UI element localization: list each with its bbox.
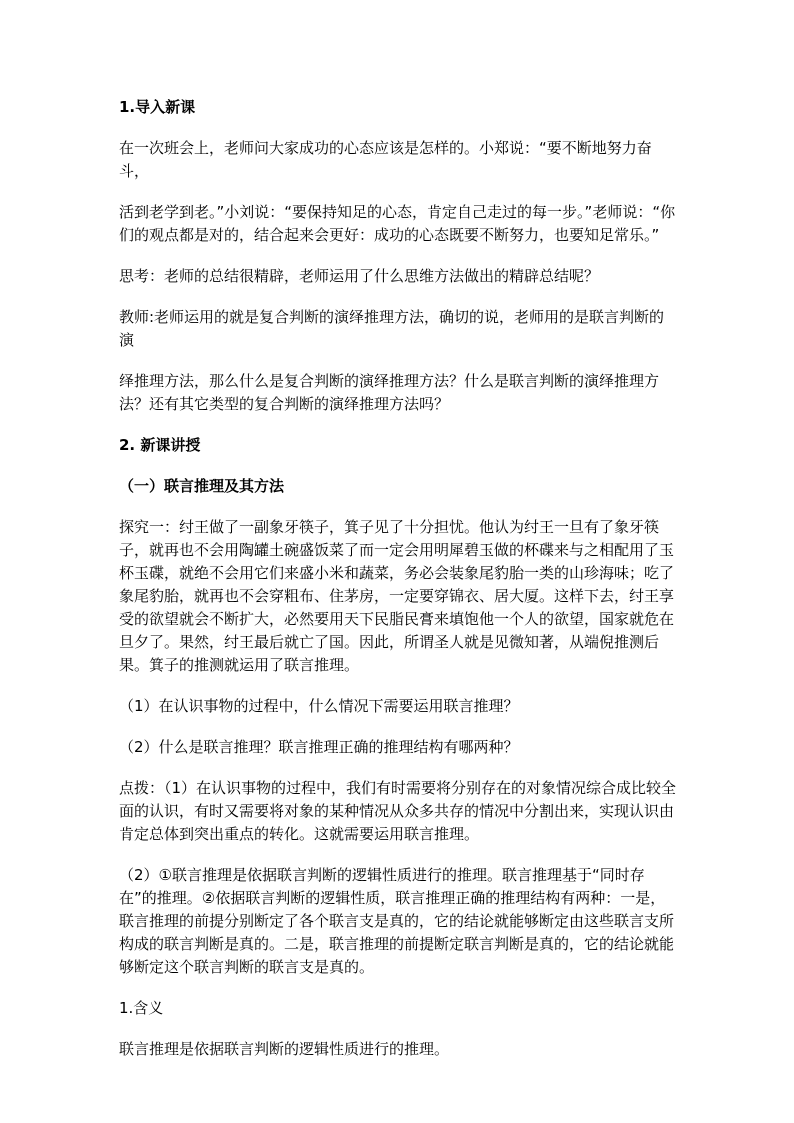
subsection-heading: （一）联言推理及其方法 [119, 477, 285, 495]
paragraph: 教师:老师运用的就是复合判断的演绎推理方法，确切的说，老师用的是联言判断的演 [119, 308, 665, 349]
paragraph: 联言推理是依据联言判断的逻辑性质进行的推理。 [119, 1040, 450, 1058]
document-body [119, 96, 679, 1079]
paragraph: 思考：老师的总结很精辟，老师运用了什么思维方法做出的精辟总结呢？ [119, 267, 600, 285]
paragraph: 探究一：纣王做了一副象牙筷子，箕子见了十分担忧。他认为纣王一旦有了象牙筷子，就再也不会用陶罐土碗盛饭菜了而一定会用明犀碧玉做的杯碟来与之相配用了玉杯玉碟，就绝不会用它们来盛小米和蔬菜，务必会装象尾豹胎一类的山珍海味；吃了象尾豹胎，就再也不会穿粗布、住茅房，一定要穿锦衣、居大厦。这样下去，纣王享受的欲望就会不断扩大，必然要用天下民脂民膏来填饱他一个人的欲望，国家就危在旦夕了。果然，纣王最后就亡了国。因此，所谓圣人就是见微知著，从端倪推测后果。箕子的推测就运用了联言推理。 [119, 518, 675, 674]
paragraph: （2）①联言推理是依据联言判断的逻辑性质进行的推理。联言推理基于“同时存在”的推理。②依据联言判断的逻辑性质，联言推理正确的推理结构有两种：一是，联言推理的前提分别断定了各个联言支是真的，它的结论就能够断定由这些联言支所构成的联言判断是真的。二是，联言推理的前提断定联言判断是真的，它的结论就能够断定这个联言判断的联言支是真的。 [119, 866, 675, 976]
paragraph: 点拨：（1）在认识事物的过程中，我们有时需要将分别存在的对象情况综合成比较全面的认识，有时又需要将对象的某种情况从众多共存的情况中分割出来，实现认识由肯定总体到突出重点的转化。这就需要运用联言推理。 [119, 779, 677, 843]
paragraph: 绎推理方法，那么什么是复合判断的演绎推理方法？什么是联言判断的演绎推理方法？还有其它类型的复合判断的演绎推理方法吗？ [119, 372, 660, 413]
paragraph: 在一次班会上，老师问大家成功的心态应该是怎样的。小郑说：“要不断地努力奋斗， [119, 139, 652, 180]
question-item: （2）什么是联言推理？联言推理正确的推理结构有哪两种？ [119, 738, 519, 756]
definition-heading: 1.含义 [119, 999, 164, 1017]
paragraph: 活到老学到老。”小刘说：“要保持知足的心态，肯定自己走过的每一步。”老师说：“你们的观点都是对的，结合起来会更好：成功的心态既要不断努力，也要知足常乐。” [119, 203, 676, 244]
section-heading-intro: 1.导入新课 [119, 98, 196, 116]
section-heading-new-lesson: 2. 新课讲授 [119, 436, 201, 454]
question-item: （1）在认识事物的过程中，什么情况下需要运用联言推理？ [119, 697, 519, 715]
